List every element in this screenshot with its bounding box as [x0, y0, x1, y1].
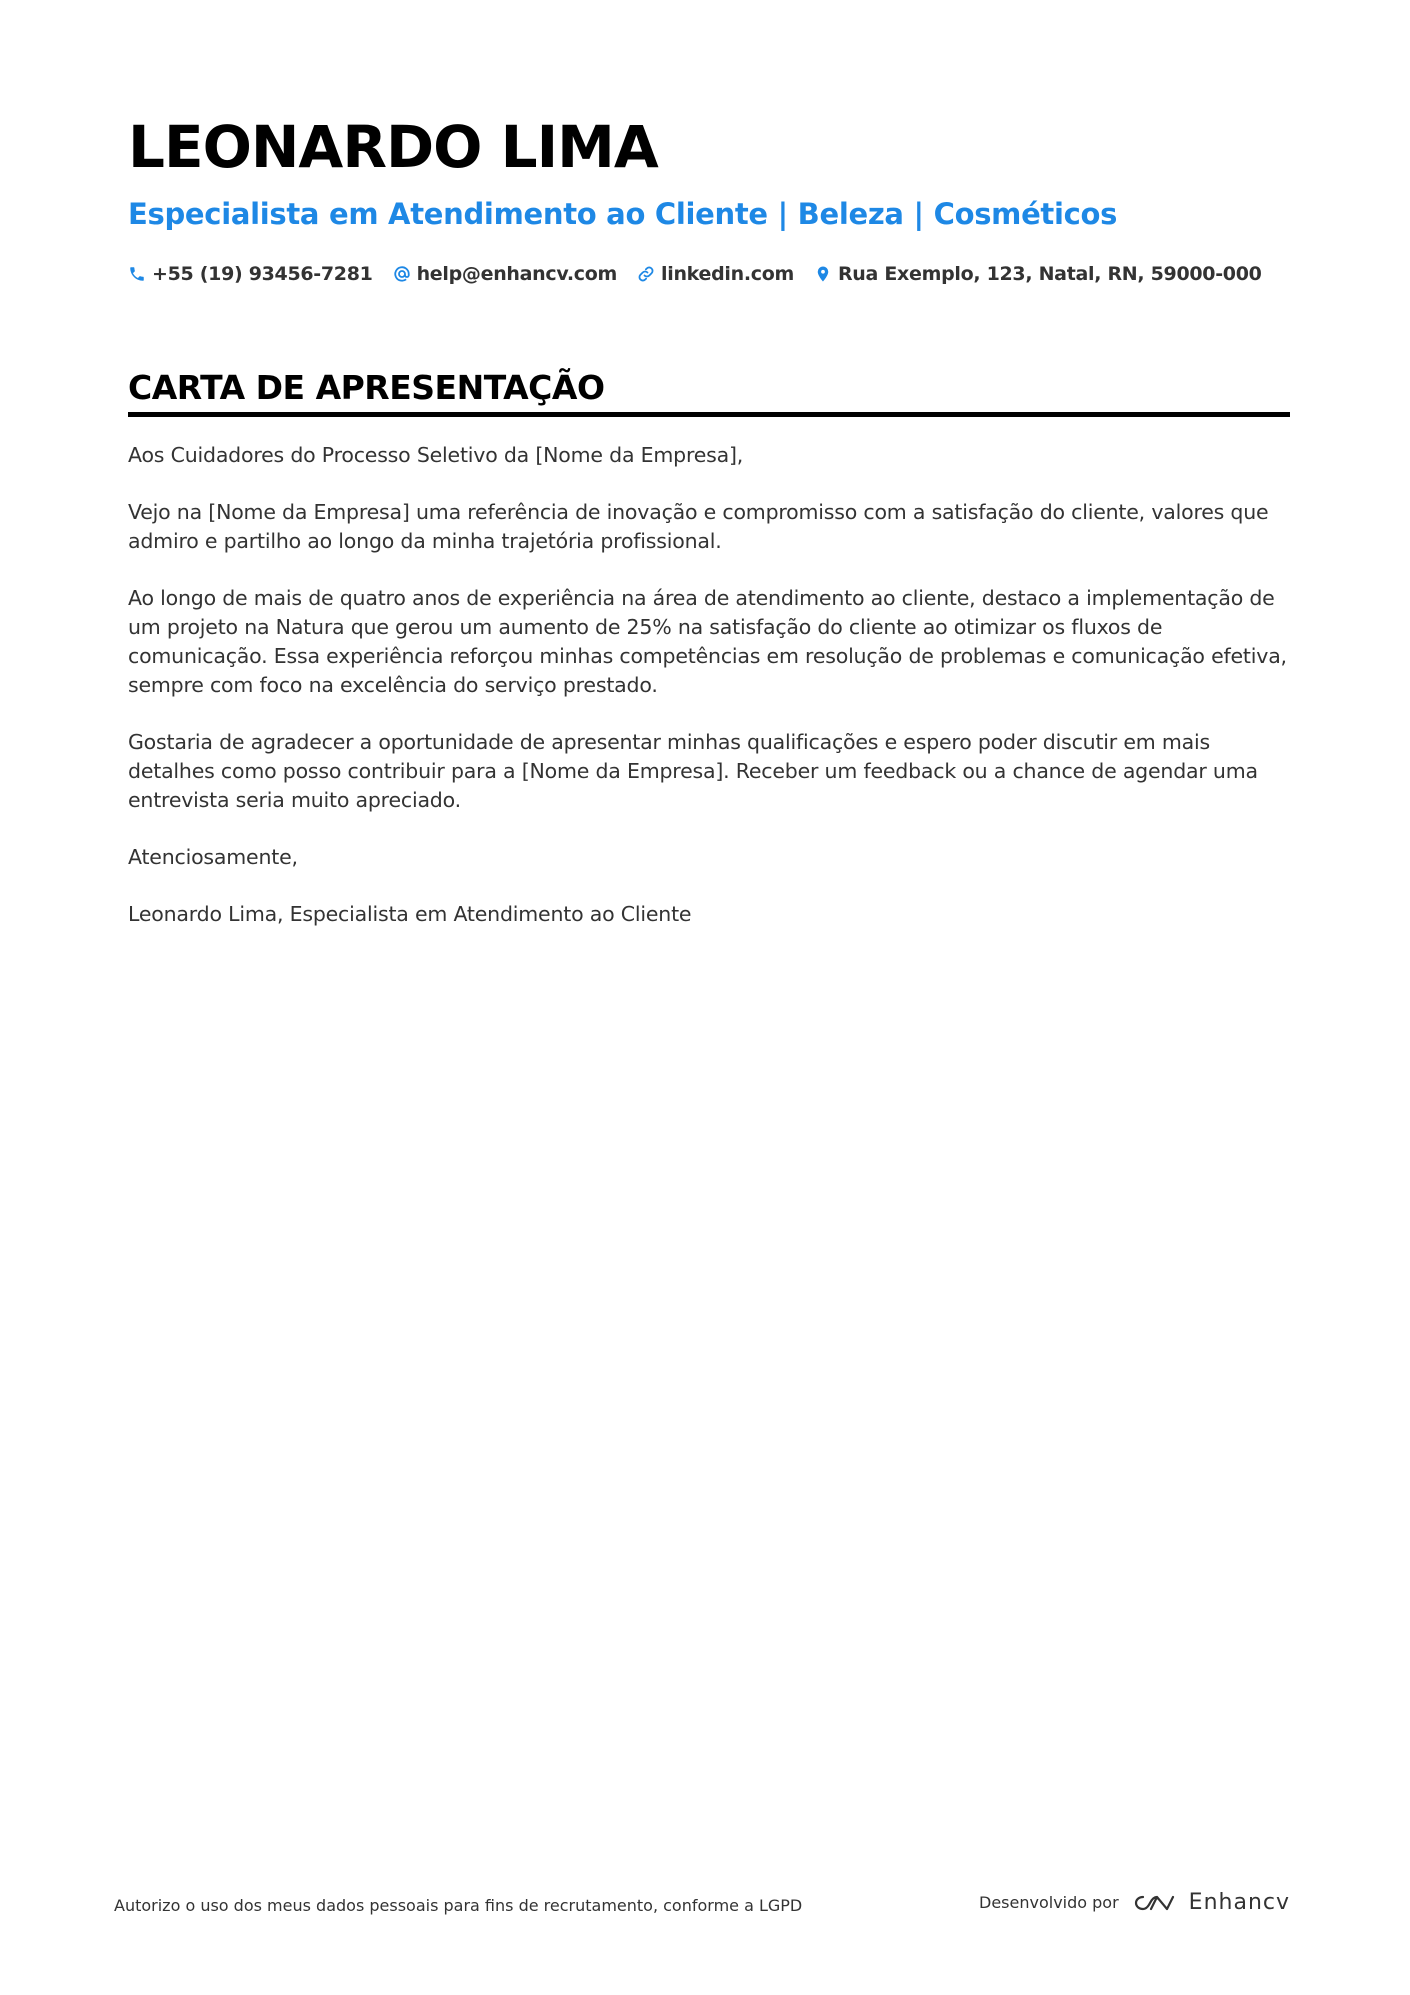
phone-text: +55 (19) 93456-7281 — [152, 263, 373, 285]
candidate-name: LEONARDO LIMA — [128, 113, 658, 181]
letter-signature: Leonardo Lima, Especialista em Atendimento ao Cliente — [128, 902, 692, 926]
email-text: help@enhancv.com — [416, 263, 618, 285]
contact-address — [814, 263, 1262, 285]
letter-paragraph: Gostaria de agradecer a oportunidade de apresentar minhas qualificações e espero poder discutir em mais detalhes como posso contribuir para a [Nome da Empresa]. Receber um feedback ou a chance de agendar uma entrevista seria muito apreciado. — [128, 730, 1258, 812]
letter-closing: Atenciosamente, — [128, 845, 298, 869]
address-text: Rua Exemplo, 123, Natal, RN, 59000-000 — [837, 263, 1262, 285]
powered-by[interactable] — [979, 1890, 1290, 1915]
header — [128, 108, 1290, 288]
phone-icon — [128, 265, 146, 283]
section-title: CARTA DE APRESENTAÇÃO — [128, 368, 605, 407]
candidate-title: Especialista em Atendimento ao Cliente | Beleza | Cosméticos — [128, 197, 1118, 231]
linkedin-text: linkedin.com — [661, 263, 794, 285]
enhancv-brand-name: Enhancv — [1188, 1890, 1290, 1915]
letter-salutation: Aos Cuidadores do Processo Seletivo da [Nome da Empresa], — [128, 443, 744, 467]
footer — [114, 1890, 1290, 1920]
contact-phone[interactable] — [128, 263, 373, 285]
letter-body — [128, 441, 1290, 929]
contact-linkedin[interactable] — [637, 263, 794, 285]
letter-paragraph: Ao longo de mais de quatro anos de experiência na área de atendimento ao cliente, destaco a implementação de um projeto na Natura que gerou um aumento de 25% na satisfação do cliente ao otimizar os fluxos de comunicação. Essa experiência reforçou minhas competências em resolução de problemas e comunicação efetiva, sempre com foco na excelência do serviço prestado. — [128, 586, 1287, 697]
location-pin-icon — [814, 265, 832, 283]
contact-email[interactable] — [393, 263, 617, 285]
at-icon — [393, 265, 411, 283]
lgpd-consent-text: Autorizo o uso dos meus dados pessoais para fins de recrutamento, conforme a LGPD — [114, 1896, 803, 1915]
letter-paragraph: Vejo na [Nome da Empresa] uma referência de inovação e compromisso com a satisfação do cliente, valores que admiro e partilho ao longo da minha trajetória profissional. — [128, 500, 1269, 553]
enhancv-logo-icon — [1131, 1891, 1177, 1915]
section-divider — [128, 412, 1290, 417]
powered-by-label: Desenvolvido por — [979, 1893, 1119, 1912]
contact-bar — [128, 260, 1290, 288]
cover-letter-section — [128, 366, 1290, 957]
link-icon — [637, 265, 655, 283]
